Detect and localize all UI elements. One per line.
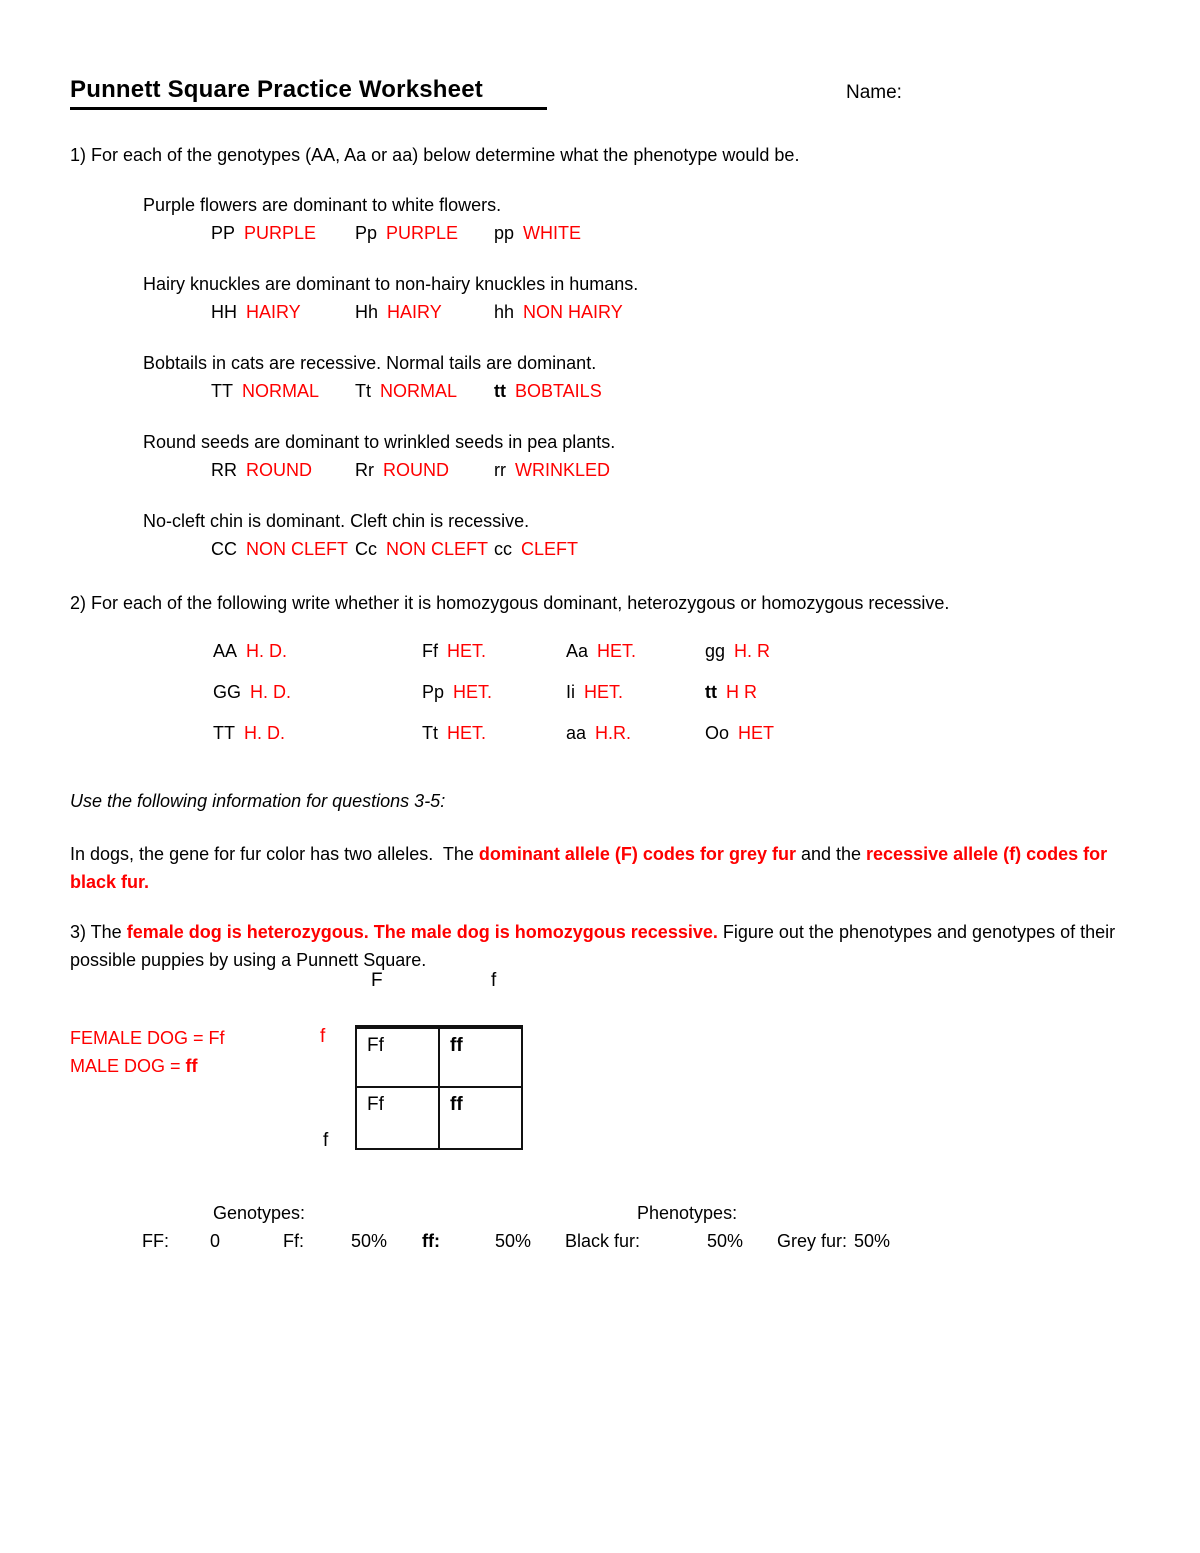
genotypes-heading: Genotypes: (213, 1203, 306, 1223)
genotype: Tt (355, 381, 371, 401)
genotype-answer-pair (355, 535, 494, 563)
q2-cell (213, 722, 422, 744)
genotype: Oo (705, 723, 730, 743)
q2-cell (705, 681, 757, 703)
phenotype-answer: CLEFT (521, 539, 579, 559)
genotype: Pp (422, 682, 445, 702)
info-text: In dogs, the gene for fur color has two alleles. The (70, 844, 479, 864)
punnett-square-section (70, 970, 690, 1210)
genotype-answer-pair (355, 219, 494, 247)
q2-cell (213, 681, 422, 703)
genotype: Tt (422, 723, 438, 743)
q1-item-bobtails (70, 349, 1130, 405)
genotype-answer-pair (494, 219, 581, 247)
phenotype-answer: NON CLEFT (386, 539, 489, 559)
q2-cell (213, 640, 422, 662)
header (70, 76, 1130, 110)
q1-item-cleft-chin (70, 507, 1130, 563)
FF-label: FF: (142, 1231, 169, 1251)
q1-statement: Purple flowers are dominant to white flowers. (143, 195, 502, 215)
name-label: Name: (846, 82, 902, 103)
q2-cell (705, 640, 770, 662)
genotype: tt (494, 381, 506, 401)
zygosity-answer: HET. (584, 682, 624, 702)
q1-item-purple-flowers (70, 191, 1130, 247)
phenotype-answer: NORMAL (380, 381, 458, 401)
punnett-side-header-bottom: f (323, 1130, 329, 1151)
punnett-top-header-f: f (491, 970, 497, 991)
dog-genotype-labels (70, 1024, 225, 1080)
Ff-label: Ff: (283, 1231, 304, 1251)
genotype: GG (213, 682, 242, 702)
genotype-answer-pair (494, 298, 623, 326)
q1-answers (211, 456, 1130, 484)
phenotype-answer: ROUND (383, 460, 449, 480)
genotype-answer-pair (494, 456, 610, 484)
phenotype-answer: BOBTAILS (515, 381, 602, 401)
genotype-answer-pair (211, 298, 355, 326)
genotype-answer-pair (494, 535, 578, 563)
genotype: Cc (355, 539, 377, 559)
genotype-answer-pair (355, 377, 494, 405)
zygosity-answer: H. D. (246, 641, 288, 661)
phenotypes-heading: Phenotypes: (637, 1203, 738, 1223)
question-1-items (70, 191, 1130, 586)
q2-cell (422, 640, 566, 662)
q2-cell (566, 640, 705, 662)
genotype: Hh (355, 302, 379, 322)
zygosity-answer: H R (726, 682, 757, 702)
phenotype-answer: PURPLE (386, 223, 459, 243)
black-fur-label: Black fur: (565, 1231, 641, 1251)
genotype-answer-pair (494, 377, 602, 405)
zygosity-answer: H.R. (595, 723, 632, 743)
male-dog-label-prefix: MALE DOG = (70, 1056, 186, 1076)
dominant-allele-text: dominant allele (F) codes for grey fur (478, 844, 796, 864)
genotype-answer-pair (355, 456, 494, 484)
genotype: HH (211, 302, 237, 322)
black-fur-value: 50% (707, 1231, 744, 1251)
question-1-prompt: 1) For each of the genotypes (AA, Aa or aa) below determine what the phenotype would be. (70, 145, 800, 165)
phenotype-answer: PURPLE (244, 223, 317, 243)
q1-answers (211, 535, 1130, 563)
punnett-top-header-F: F (371, 970, 383, 991)
ff-label: ff: (422, 1231, 440, 1251)
genotype-answer-pair (211, 456, 355, 484)
male-dog-label (70, 1052, 225, 1080)
phenotype-answer: HAIRY (387, 302, 442, 322)
genotype: Pp (355, 223, 378, 243)
q2-cell (566, 681, 705, 703)
FF-value: 0 (210, 1231, 221, 1251)
genotype: pp (494, 223, 515, 243)
punnett-square-grid (355, 1025, 523, 1150)
q2-cell (422, 722, 566, 744)
q3-text: 3) The (70, 922, 127, 942)
zygosity-answer: HET. (447, 641, 487, 661)
phenotype-answer: WRINKLED (515, 460, 611, 480)
zygosity-answer: HET. (597, 641, 637, 661)
genotype: Rr (355, 460, 374, 480)
genotype: hh (494, 302, 515, 322)
Ff-value: 50% (351, 1231, 388, 1251)
phenotype-answer: NORMAL (242, 381, 320, 401)
q1-statement: Bobtails in cats are recessive. Normal tails are dominant. (143, 353, 597, 373)
genotype: gg (705, 641, 726, 661)
q1-statement: No-cleft chin is dominant. Cleft chin is recessive. (143, 511, 530, 531)
zygosity-answer: H. D. (244, 723, 286, 743)
q3-text: Figure out the phenotypes and genotypes of their possible puppies by using a Punnett Square. (70, 922, 1121, 970)
info-paragraph (70, 840, 1115, 896)
zygosity-answer: HET (738, 723, 775, 743)
page-title: Punnett Square Practice Worksheet (70, 76, 547, 110)
male-dog-genotype: ff (185, 1056, 198, 1076)
genotype: rr (494, 460, 506, 480)
results-section (70, 1203, 1130, 1273)
punnett-cell: ff (440, 1029, 521, 1088)
q3-red-text: female dog is heterozygous. The male dog is homozygous recessive. (126, 922, 718, 942)
punnett-cell: ff (450, 1094, 463, 1115)
q1-answers (211, 298, 1130, 326)
genotype-answer-pair (211, 377, 355, 405)
phenotype-answer: HAIRY (246, 302, 301, 322)
zygosity-answer: H. R (734, 641, 771, 661)
phenotype-answer: WHITE (523, 223, 582, 243)
question-2-prompt: 2) For each of the following write whether it is homozygous dominant, heterozygous or homozygous recessive. (70, 593, 950, 613)
q2-cell (422, 681, 566, 703)
q2-cell (705, 722, 774, 744)
ff-value: 50% (495, 1231, 532, 1251)
genotype: AA (213, 641, 238, 661)
genotype: Aa (566, 641, 589, 661)
zygosity-answer: HET. (447, 723, 487, 743)
genotype: Ii (566, 682, 575, 702)
q1-statement: Round seeds are dominant to wrinkled seeds in pea plants. (143, 432, 616, 452)
punnett-cell: Ff (357, 1088, 440, 1148)
recessive-allele-text: recessive allele (f) codes for black fur. (70, 844, 1113, 892)
punnett-side-header-top: f (320, 1026, 326, 1047)
genotype: TT (211, 381, 233, 401)
genotype: TT (213, 723, 235, 743)
q2-row (213, 640, 1163, 662)
results-row (70, 1231, 1130, 1255)
genotype: cc (494, 539, 512, 559)
genotype: Ff (422, 641, 438, 661)
q1-answers (211, 219, 1130, 247)
info-text: and the (795, 844, 867, 864)
punnett-cell: Ff (357, 1029, 440, 1088)
phenotype-answer: NON CLEFT (246, 539, 349, 559)
q2-row (213, 681, 1163, 703)
question-3-prompt (70, 918, 1145, 974)
q1-item-round-seeds (70, 428, 1130, 484)
q1-statement: Hairy knuckles are dominant to non-hairy knuckles in humans. (143, 274, 639, 294)
phenotype-answer: NON HAIRY (523, 302, 623, 322)
q2-row (213, 722, 1163, 744)
q1-item-hairy-knuckles (70, 270, 1130, 326)
q1-answers (211, 377, 1130, 405)
grey-fur-label: Grey fur: (777, 1231, 848, 1251)
genotype: tt (705, 682, 717, 702)
genotype: aa (566, 723, 587, 743)
genotype-answer-pair (211, 219, 355, 247)
info-intro-italic: Use the following information for questions 3-5: (70, 791, 446, 811)
zygosity-answer: H. D. (250, 682, 292, 702)
genotype-answer-pair (355, 298, 494, 326)
phenotype-answer: ROUND (246, 460, 312, 480)
genotype: PP (211, 223, 236, 243)
female-dog-label: FEMALE DOG = Ff (70, 1028, 225, 1048)
grey-fur-value: 50% (854, 1231, 891, 1251)
q2-cell (566, 722, 705, 744)
genotype: RR (211, 460, 237, 480)
zygosity-answer: HET. (453, 682, 493, 702)
genotype: CC (211, 539, 237, 559)
genotype-answer-pair (211, 535, 355, 563)
question-2-grid (213, 640, 1163, 763)
